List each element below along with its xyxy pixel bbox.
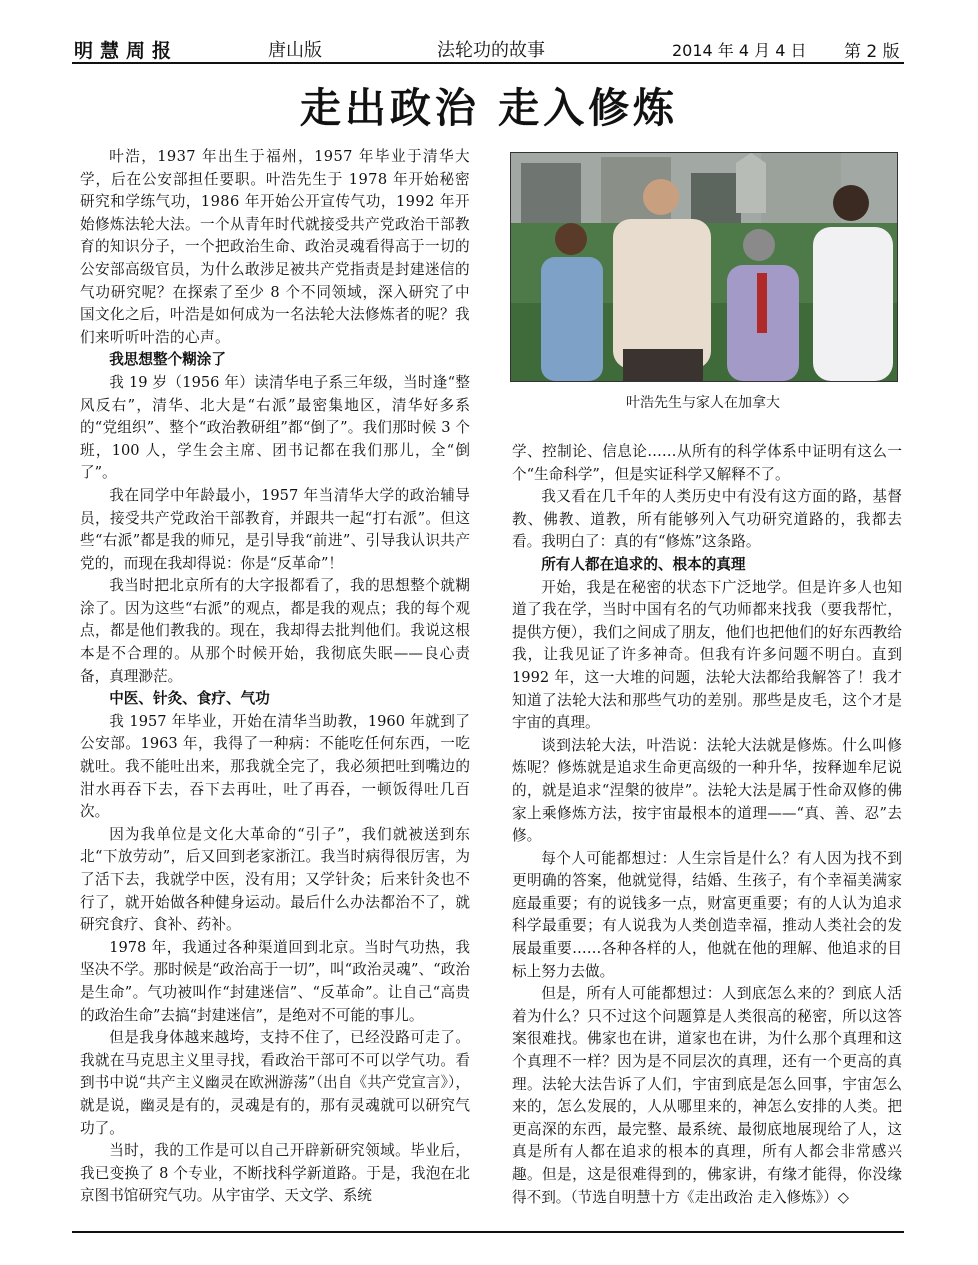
paragraph: 每个人可能都想过：人生宗旨是什么？有人因为找不到更明确的答案，他就觉得，结婚、生孩子，有个幸福美满家庭最重要；有的说钱多一点，财富更重要；有的人认为追求科学最重要；有人说我为人类创造幸福，推动人类社会的发展最重要……各种各样的人，他就在他的理解、他追求的目标上努力去做。 — [512, 849, 902, 980]
paragraph: 我 19 岁（1956 年）读清华电子系三年级，当时逢“整风反右”，清华、北大是“右派”最密集地区，清华好多系的“党组织”、整个“政治教研组”都“倒了”。我们那时候 3 个班，100 人，学生会主席、团书记都在我们那儿，全“倒了”。 — [80, 373, 470, 482]
paragraph: 1978 年，我通过各种渠道回到北京。当时气功热，我坚决不学。那时候是“政治高于一切”，叫“政治灵魂”、“政治是生命”。气功被叫作“封建迷信”、“反革命”。让自己“高贵的政治生命”去搞“封建迷信”，是绝对不可能的事儿。 — [80, 938, 470, 1024]
paragraph: 当时，我的工作是可以自己开辟新研究领域。毕业后，我已变换了 8 个专业，不断找科学新道路。于是，我泡在北京图书馆研究气功。从宇宙学、天文学、系统 — [80, 1142, 470, 1205]
publication-name: 明慧周报 — [74, 40, 179, 62]
paragraph: 但是我身体越来越垮，支持不住了，已经没路可走了。我就在马克思主义里寻找，看政治干部可不可以学气功。看到书中说“共产主义幽灵在欧洲游荡”（出自《共产党宣言》），就是说，幽灵是有的，灵魂是有的，那有灵魂就可以研究气功了。 — [80, 1029, 470, 1137]
edition-label: 唐山版 — [268, 40, 322, 61]
left-column — [80, 146, 470, 1208]
section-heading: 所有人都在追求的、根本的真理 — [541, 555, 746, 573]
paragraph: 我在同学中年龄最小，1957 年当清华大学的政治辅导员，接受共产党政治干部教育，并跟共一起“打右派”。但这些“右派”都是我的师兄，是引导我“前进”、引导我认识共产党的，而现在我却得说：你是“反革命”！ — [80, 486, 470, 572]
page-number: 第 2 版 — [844, 42, 900, 62]
header-rule — [72, 62, 904, 64]
paragraph: 但是，所有人可能都想过：人到底怎么来的？到底人活着为什么？只不过这个问题算是人类很高的秘密，所以这答案很难找。佛家也在讲，道家也在讲，为什么那个真理和这个真理不一样？因为是不同层次的真理，还有一个更高的真理。法轮大法告诉了人们，宇宙到底是怎么回事，宇宙怎么来的，怎么发展的，人从哪里来的，神怎么安排的人类。把更高深的东西，最完整、最系统、最彻底地展现给了人，这真是所有人都在追求的根本的真理，所有人都会非常感兴趣。但是，这是很难得到的，佛家讲，有缘才能得，你没缘得不到。（节选自明慧十方《走出政治 走入修炼》）◇ — [512, 985, 902, 1206]
article-title: 走出政治 走入修炼 — [299, 84, 679, 132]
paragraph: 学、控制论、信息论……从所有的科学体系中证明有这么一个“生命科学”，但是实证科学又解释不了。 — [512, 443, 902, 483]
photo-caption: 叶浩先生与家人在加拿大 — [626, 395, 780, 411]
column-label: 法轮功的故事 — [437, 40, 545, 61]
footer-rule — [72, 1231, 904, 1233]
section-heading: 我思想整个糊涂了 — [109, 351, 226, 369]
family-photo — [510, 152, 898, 382]
paragraph: 因为我单位是文化大革命的“引子”，我们就被送到东北“下放劳动”，后又回到老家浙江。我当时病得很厉害，为了活下去，我就学中医，没有用；又学针灸；后来针灸也不行了，就开始做各种健身运动。最后什么办法都治不了，就研究食疗、食补、药补。 — [80, 825, 470, 934]
paragraph: 我又看在几千年的人类历史中有没有这方面的路，基督教、佛教、道教，所有能够列入气功研究道路的，我都去看。我明白了：真的有“修炼”这条路。 — [512, 488, 902, 551]
right-column — [512, 441, 902, 1209]
lead-paragraph: 叶浩，1937 年出生于福州，1957 年毕业于清华大学，后在公安部担任要职。叶浩先生于 1978 年开始秘密研究和学练气功，1986 年开始公开宣传气功，1992 年开始修炼法轮大法。一个从青年时代就接受共产党政治干部教育的知识分子，一个把政治生命、政治灵魂看得高于一切的公安部高级官员，为什么敢涉足被共产党指责是封建迷信的气功研究呢？在探索了至少 8 个不同领域，深入研究了中国文化之后，叶浩是如何成为一名法轮大法修炼者的呢？我们来听听叶浩的心声。 — [80, 148, 470, 346]
paragraph: 我当时把北京所有的大字报都看了，我的思想整个就糊涂了。因为这些“右派”的观点，都是我的观点；我的每个观点，都是他们教我的。现在，我却得去批判他们。我说这根本是不合理的。从那个时候开始，我彻底失眠——良心责备，真理渺茫。 — [80, 577, 470, 685]
page-header — [72, 32, 904, 62]
paragraph: 谈到法轮大法，叶浩说：法轮大法就是修炼。什么叫修炼呢？修炼就是追求生命更高级的一种升华，按释迦牟尼说的，就是追求“涅槃的彼岸”。法轮大法是属于性命双修的佛家上乘修炼方法，按宇宙最根本的道理——“真、善、忍”去修。 — [512, 736, 902, 845]
issue-date: 2014 年 4 月 4 日 — [672, 41, 807, 60]
paragraph: 开始，我是在秘密的状态下广泛地学。但是许多人也知道了我在学，当时中国有名的气功师都来找我（要我帮忙，提供方便），我们之间成了朋友，他们也把他们的好东西教给我，让我见证了许多神奇。但我有许多问题不明白。直到 1992 年，这一大堆的问题，法轮大法都给我解答了！我才知道了法轮大法和那些气功的差别。那些是皮毛，这个才是宇宙的真理。 — [512, 578, 902, 732]
section-heading: 中医、针灸、食疗、气功 — [109, 690, 270, 708]
paragraph: 我 1957 年毕业，开始在清华当助教，1960 年就到了公安部。1963 年，我得了一种病：不能吃任何东西，一吃就吐。我不能吐出来，那我就全完了，我必须把吐到嘴边的泔水再吞下去，吞下去再吐，吐了再吞，一顿饭得吐几百次。 — [80, 712, 470, 821]
